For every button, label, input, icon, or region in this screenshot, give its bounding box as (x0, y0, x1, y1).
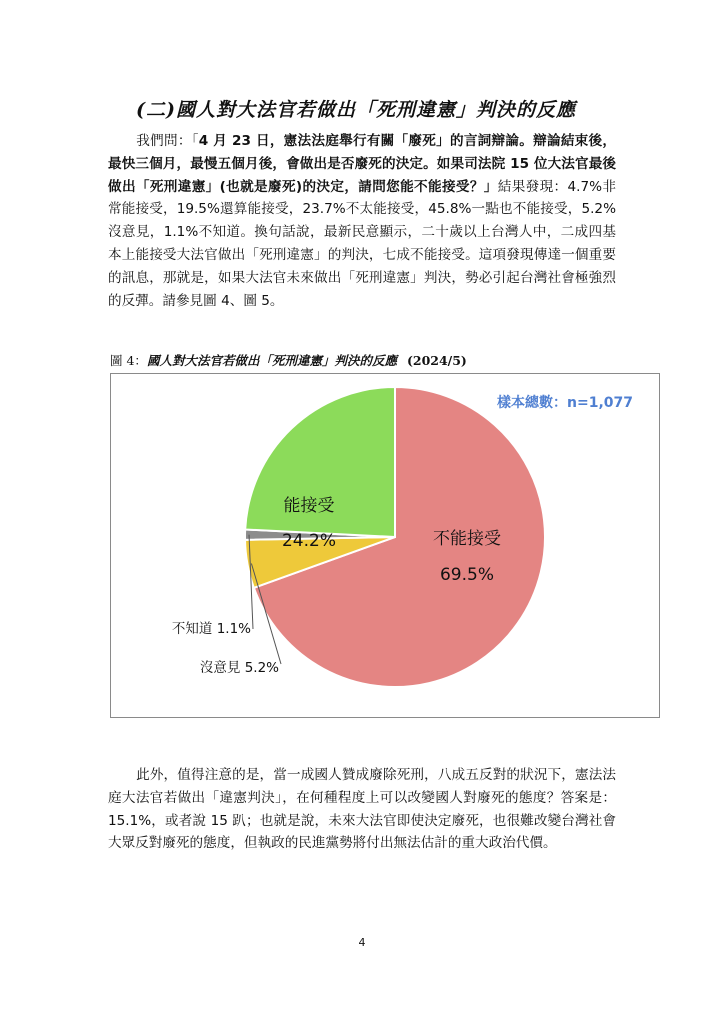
figure-caption-title: 國人對大法官若做出「死刑違憲」判決的反應 (146, 353, 397, 368)
paragraph2-text: 此外，值得注意的是，當一成國人贊成廢除死刑，八成五反對的狀況下，憲法法庭大法官若做出「違憲判決」，在何種程度上可以改變國人對廢死的態度？答案是：15.1%，或者說 15 趴；也就是說，未來大法官即使決定廢死，也很難改變台灣社會大眾反對廢死的態度，但執政的民進黨勢將付出無法估計的重大政治代價。 (108, 767, 616, 852)
pie-chart (111, 374, 659, 717)
pie-chart-frame (110, 373, 660, 718)
slice-label-unknown: 不知道 1.1% (171, 621, 251, 637)
paragraph1-open: 我們問：「 (136, 133, 199, 149)
slice-label-cannot-accept: 不能接受 (433, 529, 501, 549)
figure-caption-prefix: 圖 4： (110, 353, 147, 368)
page-number: 4 (358, 936, 366, 949)
figure-caption-date: (2024/5) (406, 353, 467, 368)
slice-label-no-opinion: 沒意見 5.2% (199, 660, 279, 676)
survey-question: 4 月 23 日，憲法法庭舉行有關「廢死」的言詞辯論。辯論結束後，最快三個月，最慢五個月後，會做出是否廢死的決定。如果司法院 15 位大法官最後做出「死刑違憲」(也就是廢死)的決定，請問您能不能接受？」 (108, 133, 616, 195)
sample-size-label: 樣本總數：n=1,077 (497, 395, 633, 411)
paragraph-survey-result (108, 130, 616, 312)
paragraph1-rest: 結果發現：4.7%非常能接受，19.5%還算能接受，23.7%不太能接受，45.8%一點也不能接受，5.2%沒意見，1.1%不知道。換句話說，最新民意顯示，二十歲以上台灣人中，二成四基本上能接受大法官做出「死刑違憲」的判決，七成不能接受。這項發現傳達一個重要的訊息，那就是，如果大法官未來做出「死刑違憲」判決，勢必引起台灣社會極強烈的反彈。請參見圖 4、圖 5。 (108, 178, 616, 309)
paragraph-analysis (108, 764, 616, 855)
section-title: (二)國人對大法官若做出「死刑違憲」判決的反應 (136, 99, 576, 121)
figure-caption (110, 351, 630, 369)
slice-value-cannot-accept: 69.5% (439, 565, 495, 585)
slice-label-accept: 能接受 (283, 496, 335, 516)
slice-value-accept: 24.2% (281, 531, 337, 551)
